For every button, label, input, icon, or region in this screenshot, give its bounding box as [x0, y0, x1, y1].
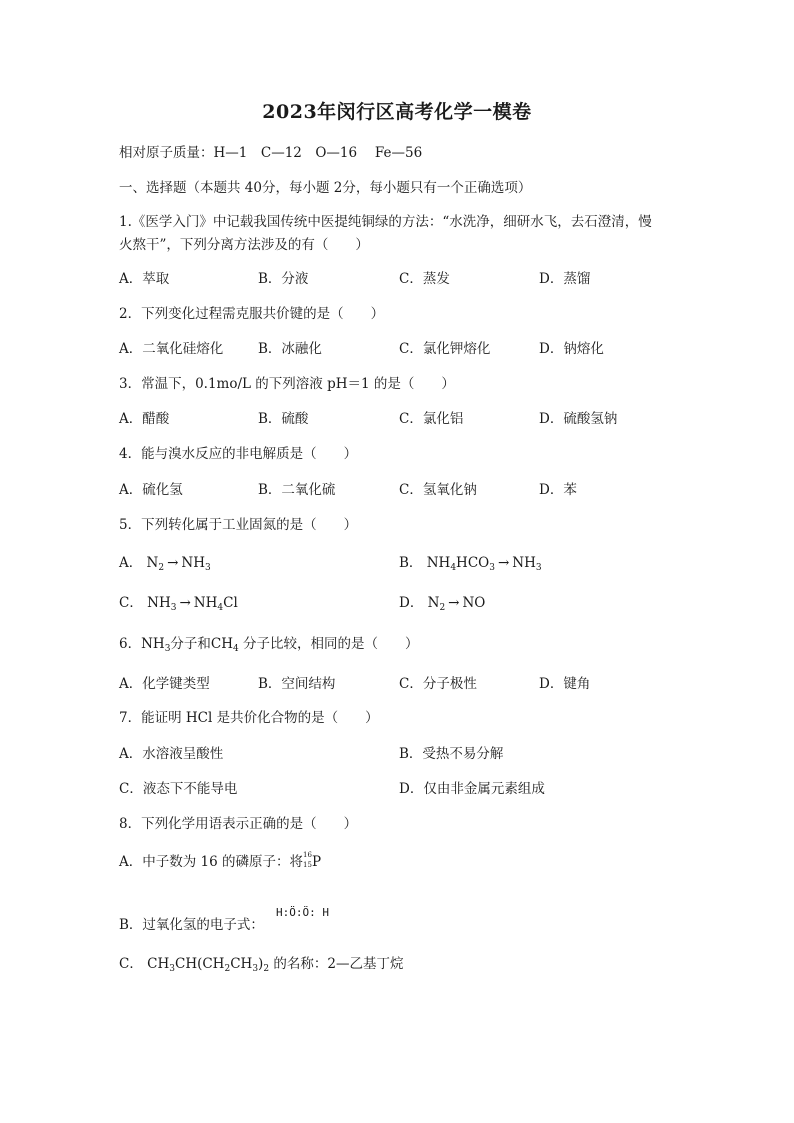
- q2-option-d: D．钠熔化: [539, 341, 604, 357]
- q1-option-b: B．分液: [258, 271, 309, 287]
- q8-option-c: C． $CH_3CH(CH_2CH_3)_2$ 的名称：2—乙基丁烷: [119, 956, 404, 974]
- q5-option-a: A． $N_2 \to NH_3$: [119, 555, 211, 573]
- q2-option-a: A．二氧化硅熔化: [119, 341, 224, 357]
- section-heading: 一、选择题（本题共 40分，每小题 2分，每小题只有一个正确选项）: [119, 180, 532, 196]
- phosphorus-isotope-notation: 16 15: [303, 851, 312, 869]
- q5-option-b: B． $NH_4HCO_3 \to NH_3$: [399, 555, 542, 573]
- q4-option-c: C．氢氧化钠: [399, 482, 477, 498]
- q6-option-a: A．化学键类型: [119, 676, 210, 692]
- q1-stem-line1: 1.《医学入门》中记载我国传统中医提纯铜绿的方法：“水洗净，细研水飞，去石澄清，慢: [119, 214, 652, 230]
- q5-stem: 5．下列转化属于工业固氮的是（ ）: [119, 517, 358, 533]
- q2-stem: 2．下列变化过程需克服共价键的是（ ）: [119, 306, 385, 322]
- q3-stem: 3．常温下，0.1mo/L 的下列溶液 pH＝1 的是（ ）: [119, 376, 455, 392]
- q3-option-b: B．硫酸: [258, 411, 309, 427]
- q7-option-c: C．液态下不能导电: [119, 781, 238, 797]
- q6-option-b: B．空间结构: [258, 676, 336, 692]
- q2-option-b: B．冰融化: [258, 341, 322, 357]
- q8-option-b: B．过氧化氢的电子式：: [119, 917, 264, 933]
- q7-option-b: B．受热不易分解: [399, 746, 504, 762]
- q4-stem: 4．能与溴水反应的非电解质是（ ）: [119, 446, 358, 462]
- q4-option-b: B．二氧化硫: [258, 482, 336, 498]
- q8-option-b-formula: H:Ö:Ö: H: [276, 906, 329, 919]
- q2-option-c: C．氯化钾熔化: [399, 341, 491, 357]
- q7-stem: 7．能证明 HCl 是共价化合物的是（ ）: [119, 710, 379, 726]
- page-title: 2023年闵行区高考化学一模卷: [262, 101, 532, 123]
- q5-option-c: C． $NH_3 \to NH_4Cl$: [119, 595, 238, 613]
- atomic-mass-line: 相对原子质量：H—1 C—12 O—16 Fe—56: [119, 145, 423, 161]
- q8-stem: 8．下列化学用语表示正确的是（ ）: [119, 816, 358, 832]
- q8-option-a: A．中子数为 16 的磷原子：将 16 15 P: [119, 851, 322, 870]
- q3-option-d: D．硫酸氢钠: [539, 411, 618, 427]
- q3-option-a: A．醋酸: [119, 411, 170, 427]
- q7-option-d: D．仅由非金属元素组成: [399, 781, 545, 797]
- q6-option-c: C．分子极性: [399, 676, 477, 692]
- q1-option-a: A．萃取: [119, 271, 170, 287]
- q6-option-d: D．键角: [539, 676, 591, 692]
- q3-option-c: C．氯化铝: [399, 411, 464, 427]
- q1-option-d: D．蒸馏: [539, 271, 591, 287]
- q4-option-d: D．苯: [539, 482, 577, 498]
- q1-stem-line2: 火熬干”，下列分离方法涉及的有（ ）: [119, 237, 369, 253]
- q5-option-d: D． $N_2$ → NO: [399, 595, 486, 613]
- q7-option-a: A．水溶液呈酸性: [119, 746, 224, 762]
- q4-option-a: A．硫化氢: [119, 482, 183, 498]
- q1-option-c: C．蒸发: [399, 271, 450, 287]
- q6-stem: 6．$NH_3$分子和$CH_4$ 分子比较，相同的是（ ）: [119, 636, 419, 654]
